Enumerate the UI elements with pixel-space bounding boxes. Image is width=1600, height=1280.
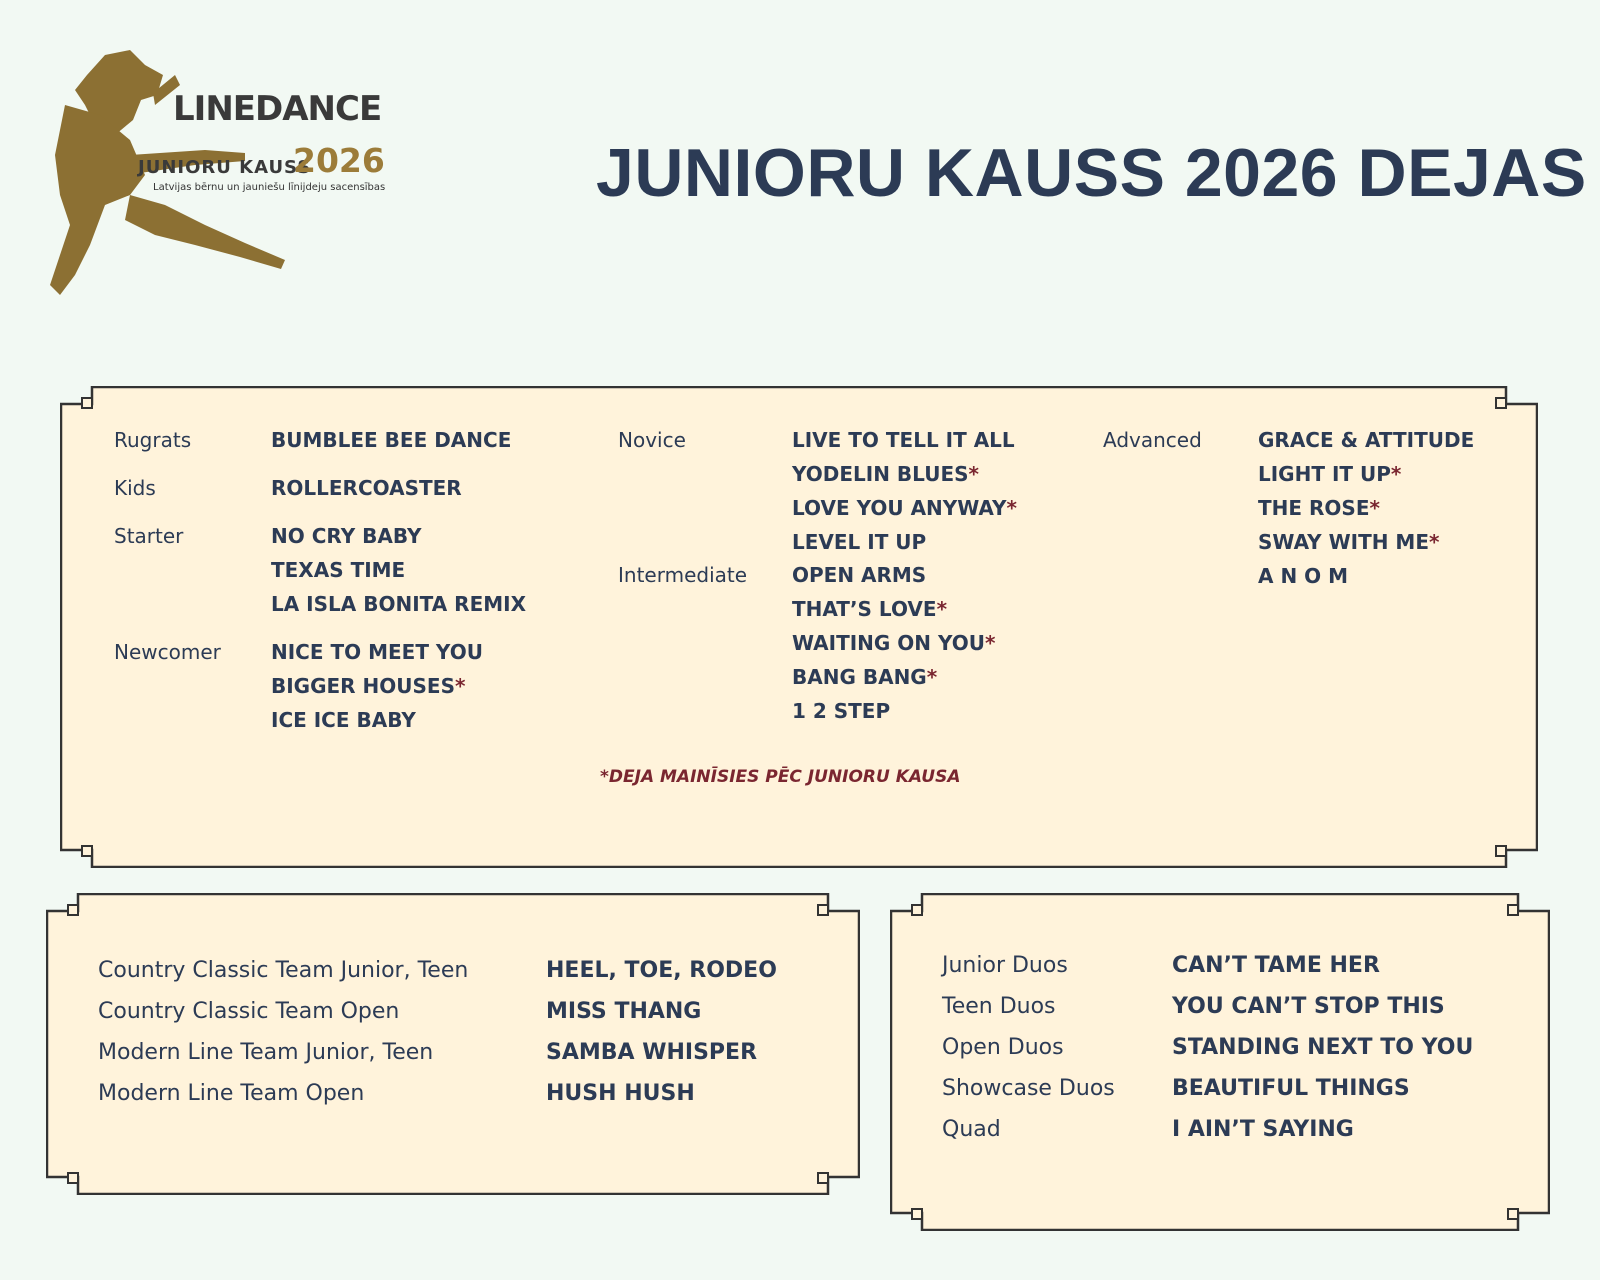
- logo-wordmark: LINEDANCE: [173, 89, 382, 129]
- page-title: JUNIORU KAUSS 2026 DEJAS: [596, 135, 1587, 211]
- dance-name: TEXAS TIME: [271, 558, 406, 582]
- dance-name: 1 2 STEP: [792, 699, 891, 723]
- division-label: Novice: [618, 428, 686, 452]
- team-dance-name: MISS THANG: [546, 999, 702, 1024]
- dance-name: LIVE TO TELL IT ALL: [792, 428, 1015, 452]
- duo-dance-name: CAN’T TAME HER: [1172, 953, 1380, 978]
- change-marker: *: [1369, 496, 1380, 520]
- dance-name: ROLLERCOASTER: [271, 476, 462, 500]
- linedance-logo: [45, 45, 395, 305]
- dance-name: SWAY WITH ME*: [1258, 530, 1440, 554]
- dance-name: NO CRY BABY: [271, 524, 422, 548]
- duo-dance-name: STANDING NEXT TO YOU: [1172, 1035, 1474, 1060]
- logo-subtitle: JUNIORU KAUSS: [138, 157, 312, 178]
- dance-name: OPEN ARMS: [792, 563, 927, 587]
- divisions-panel: [60, 386, 1538, 868]
- division-label: Starter: [114, 524, 184, 548]
- team-panel: [46, 893, 860, 1195]
- dance-name: LA ISLA BONITA REMIX: [271, 592, 526, 616]
- dance-name: BUMBLEE BEE DANCE: [271, 428, 512, 452]
- team-category-label: Country Classic Team Junior, Teen: [98, 958, 469, 983]
- team-dance-name: SAMBA WHISPER: [546, 1040, 758, 1065]
- team-dance-name: HUSH HUSH: [546, 1081, 695, 1106]
- duo-dance-name: BEAUTIFUL THINGS: [1172, 1076, 1410, 1101]
- team-category-label: Modern Line Team Junior, Teen: [98, 1040, 434, 1065]
- duo-category-label: Teen Duos: [942, 994, 1056, 1019]
- duos-panel: [890, 893, 1550, 1231]
- division-label: Advanced: [1103, 428, 1202, 452]
- change-marker: *: [936, 597, 948, 621]
- dance-name: ICE ICE BABY: [271, 708, 416, 732]
- change-marker: *: [926, 665, 938, 689]
- logo-tagline: Latvijas bērnu un jauniešu līnijdeju sacensības: [153, 182, 386, 193]
- dance-name: YODELIN BLUES*: [792, 462, 979, 486]
- change-note: *DEJA MAINĪSIES PĒC JUNIORU KAUSA: [600, 767, 961, 787]
- dance-name: LIGHT IT UP*: [1258, 462, 1402, 486]
- division-label: Rugrats: [114, 428, 192, 452]
- team-dance-name: HEEL, TOE, RODEO: [546, 958, 777, 983]
- change-marker: *: [1006, 496, 1017, 520]
- dance-name: A N O M: [1258, 564, 1349, 588]
- change-marker: *: [968, 462, 979, 486]
- dance-name: BIGGER HOUSES*: [271, 674, 466, 698]
- ornate-border: [60, 386, 1538, 868]
- division-label: Intermediate: [618, 563, 748, 587]
- division-label: Kids: [114, 476, 156, 500]
- duo-category-label: Open Duos: [942, 1035, 1064, 1060]
- division-label: Newcomer: [114, 640, 221, 664]
- duo-category-label: Junior Duos: [942, 953, 1068, 978]
- team-category-label: Country Classic Team Open: [98, 999, 400, 1024]
- dance-name: BANG BANG*: [792, 665, 938, 689]
- duo-dance-name: I AIN’T SAYING: [1172, 1117, 1354, 1142]
- dance-name: GRACE & ATTITUDE: [1258, 428, 1475, 452]
- ornate-border: [890, 893, 1550, 1231]
- dance-name: THAT’S LOVE*: [792, 597, 948, 621]
- dance-name: LOVE YOU ANYWAY*: [792, 496, 1017, 520]
- logo-year: 2026: [293, 141, 385, 180]
- duo-category-label: Showcase Duos: [942, 1076, 1115, 1101]
- duo-category-label: Quad: [942, 1117, 1001, 1142]
- dance-name: THE ROSE*: [1258, 496, 1380, 520]
- team-category-label: Modern Line Team Open: [98, 1081, 365, 1106]
- change-marker: *: [455, 674, 466, 698]
- change-marker: *: [985, 631, 996, 655]
- dance-name: WAITING ON YOU*: [792, 631, 996, 655]
- duo-dance-name: YOU CAN’T STOP THIS: [1172, 994, 1445, 1019]
- change-marker: *: [1429, 530, 1440, 554]
- dance-name: LEVEL IT UP: [792, 530, 927, 554]
- change-marker: *: [1390, 462, 1402, 486]
- dance-name: NICE TO MEET YOU: [271, 640, 483, 664]
